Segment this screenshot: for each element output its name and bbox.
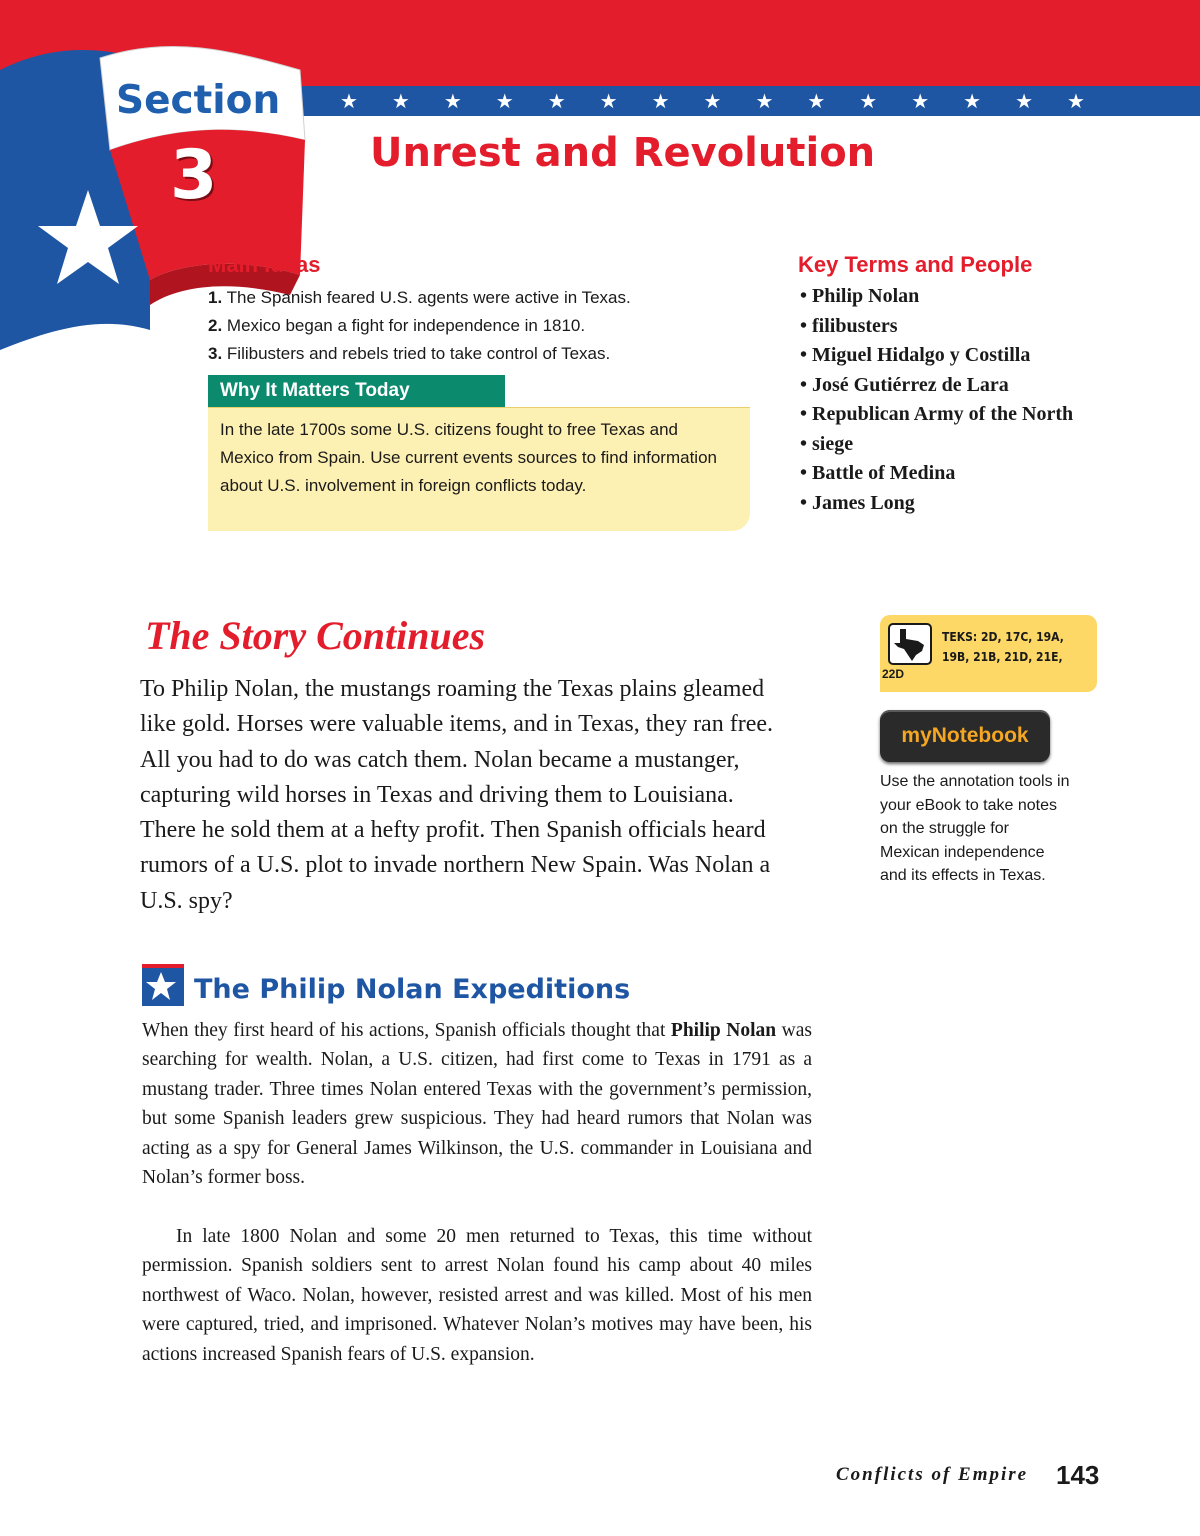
main-ideas-heading: Main Ideas	[208, 252, 321, 277]
teks-codes	[942, 627, 1092, 667]
story-heading: The Story Continues	[145, 613, 486, 658]
footer-chapter-title: Conflicts of Empire	[836, 1464, 1029, 1485]
top-banner-blue	[300, 86, 1200, 116]
story-text: To Philip Nolan, the mustangs roaming the Texas plains gleamed like gold. Horses were valuable items, and in Texas, they ran free. All you had to do was catch them. Nolan became a mustanger, capturing wild horses in Texas and driving them to Louisiana. There he sold them at a hefty profit. Then Spanish officials heard rumors of a U.S. plot to invade northern New Spain. Was Nolan a U.S. spy?	[140, 676, 773, 914]
p1-key-term: Philip Nolan	[670, 1020, 777, 1041]
banner-stars: ★★★★★★★★★★★★★★★	[340, 91, 1119, 113]
key-term-item: • Republican Army of the North	[800, 403, 1074, 425]
body-paragraph-2: In late 1800 Nolan and some 20 men returned to Texas, this time without permission. Spanish soldiers sent to arrest Nolan found his camp about 40 miles northwest of Waco. Nolan, however, resisted arrest and was killed. Most of his men were captured, tried, and imprisoned. Whatever Nolan’s motives may have been, his actions increased Spanish fears of U.S. expansion.	[142, 1226, 812, 1365]
teks-label: TEKS:	[942, 630, 978, 644]
main-ideas-list	[208, 284, 631, 368]
main-idea-text: Filibusters and rebels tried to take control of Texas.	[222, 344, 611, 363]
subsection-heading: The Philip Nolan Expeditions	[194, 974, 631, 1005]
main-idea-item	[208, 312, 631, 340]
key-terms-heading: Key Terms and People	[798, 252, 1033, 277]
key-terms-list	[800, 284, 1090, 520]
p1-start: When they first heard of his actions, Spanish officials thought that	[142, 1020, 671, 1041]
mynotebook-button[interactable]: myNotebook	[880, 710, 1050, 762]
key-term-item: • Miguel Hidalgo y Costilla	[800, 344, 1031, 366]
key-term-item: • James Long	[800, 491, 915, 514]
star-icon	[142, 964, 184, 1006]
main-idea-number: 2.	[208, 316, 223, 335]
key-term-item: • filibusters	[800, 314, 898, 337]
section-label: Section	[116, 78, 281, 123]
section-title: Unrest and Revolution	[370, 130, 876, 176]
body-paragraph-1	[142, 1016, 812, 1192]
key-term-item: • José Gutiérrez de Lara	[800, 373, 1009, 396]
mynotebook-text: Use the annotation tools in your eBook to take notes on the struggle for Mexican independence and its effects in Texas.	[880, 773, 1070, 885]
why-it-matters-text: In the late 1700s some U.S. citizens fought to free Texas and Mexico from Spain. Use current events sources to find information about U.S. involvement in foreign conflicts today.	[208, 407, 750, 531]
texas-map-icon	[888, 623, 932, 665]
p1-rest: was searching for wealth. Nolan, a U.S. citizen, had first come to Texas in 1791 as a mustang trader. Three times Nolan entered Texas with the government’s permission, but some Spanish leaders grew suspicious. They had heard rumors that Nolan was acting as a spy for General James Wilkinson, the U.S. commander in Louisiana and Nolan’s former boss.	[142, 1020, 813, 1189]
page-number: 143	[1056, 1460, 1100, 1490]
key-term-item: • Battle of Medina	[800, 462, 956, 484]
main-idea-item	[208, 340, 631, 368]
main-idea-text: The Spanish feared U.S. agents were active in Texas.	[222, 288, 631, 307]
section-number: 3	[170, 136, 218, 215]
key-term-item: • siege	[800, 432, 854, 455]
main-idea-number: 1.	[208, 288, 223, 307]
main-idea-text: Mexico began a fight for independence in 1810.	[222, 316, 586, 335]
teks-code-list: 2D, 17C, 19A, 19B, 21B, 21D, 21E,	[942, 630, 1064, 664]
teks-code-extra: 22D	[882, 667, 905, 681]
main-idea-item	[208, 284, 631, 312]
main-idea-number: 3.	[208, 344, 223, 363]
why-it-matters-heading: Why It Matters Today	[208, 375, 505, 407]
key-term-item: • Philip Nolan	[800, 285, 920, 307]
